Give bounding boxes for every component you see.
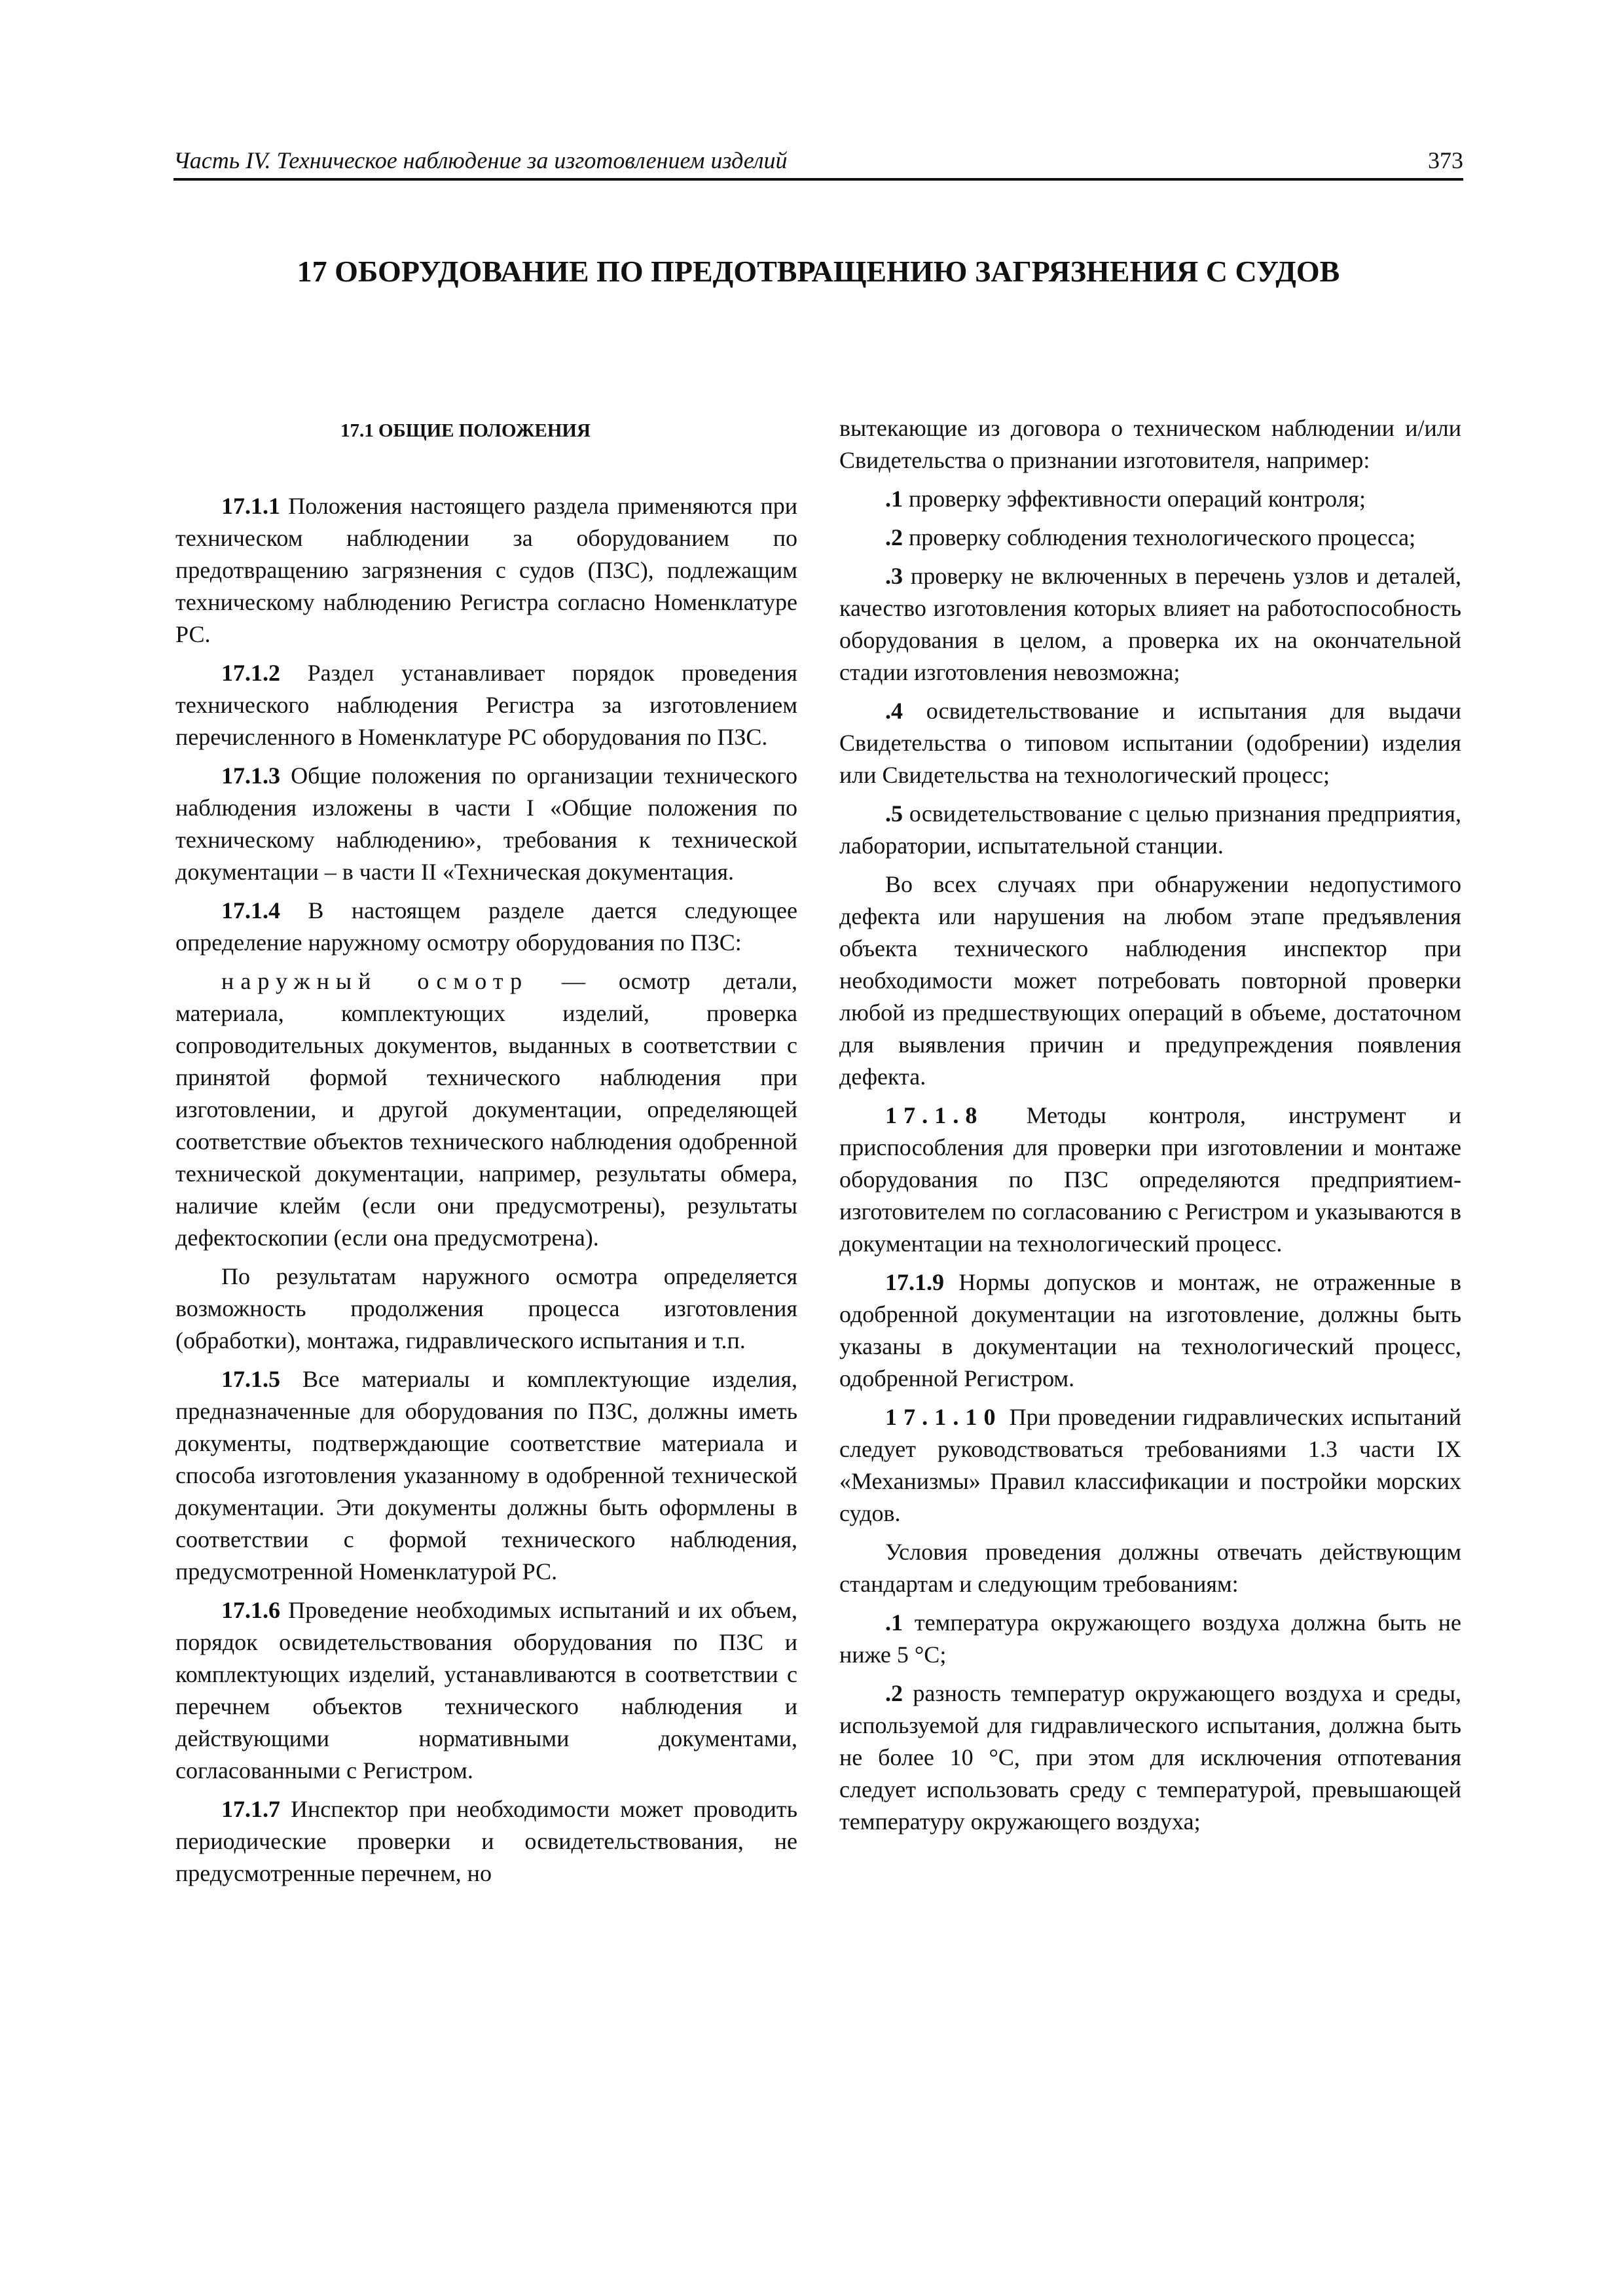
paragraph-17-1-4-cont: По результатам наружного осмотра определяется возможность продолжения процесса изготовления (обработки), монтажа, гидравлического испытания и т.п. <box>175 1263 797 1354</box>
clause-number: 17.1.4 <box>221 897 280 924</box>
item-text: проверку соблюдения технологического процесса; <box>903 524 1416 550</box>
item-text: проверку эффективности операций контроля; <box>903 486 1366 512</box>
item-text: разность температур окружающего воздуха и среды, используемой для гидравлического испытания, должна быть не более 10 °С, при этом для исключения отпотевания следует использовать среду с температурой, превышающей температуру окружающего воздуха; <box>839 1680 1461 1835</box>
list-item-5 <box>839 798 1461 862</box>
condition-item-1 <box>839 1607 1461 1671</box>
item-number: .2 <box>885 524 903 550</box>
paragraph-text: В настоящем разделе дается следующее определение наружному осмотру оборудования по ПЗС: <box>175 897 797 956</box>
list-item-4 <box>839 695 1461 791</box>
item-text: освидетельствование с целью признания предприятия, лаборатории, испытательной станции. <box>839 800 1461 859</box>
chapter-title: 17 ОБОРУДОВАНИЕ ПО ПРЕДОТВРАЩЕНИЮ ЗАГРЯЗНЕНИЯ С СУДОВ <box>297 255 1340 288</box>
clause-number: 17.1.10 <box>885 1404 1002 1430</box>
paragraph-text: Нормы допусков и монтаж, не отраженные в одобренной документации на изготовление, должны быть указаны в документации на технологический процесс, одобренной Регистром. <box>839 1269 1461 1391</box>
clause-number: 17.1.2 <box>221 660 280 686</box>
paragraph-text: Положения настоящего раздела применяются при техническом наблюдении за оборудованием по предотвращению загрязнения с судов (ПЗС), подлежащим техническому наблюдению Регистра согласно Номенклатуре РС. <box>175 493 797 647</box>
paragraph-17-1-1 <box>175 490 797 651</box>
item-text: температура окружающего воздуха должна быть не ниже 5 °С; <box>839 1609 1461 1668</box>
paragraph-17-1-9 <box>839 1266 1461 1395</box>
paragraph-text: Методы контроля, инструмент и приспособления для проверки при изготовлении и монтаже оборудования по ПЗС определяются предприятием-изготовителем по согласованию с Регистром и указываются в документации на технологический процесс. <box>839 1102 1461 1257</box>
list-item-3 <box>839 560 1461 689</box>
paragraph-text: При проведении гидравлических испытаний следует руководствоваться требованиями 1.3 части IX «Механизмы» Правил классификации и постройки морских судов. <box>839 1404 1461 1526</box>
running-title: Часть IV. Техническое наблюдение за изготовлением изделий <box>173 147 788 173</box>
clause-number: 17.1.7 <box>221 1796 280 1822</box>
definition <box>175 965 797 1254</box>
item-number: .4 <box>885 698 903 724</box>
clause-number: 17.1.5 <box>221 1366 280 1392</box>
paragraph-17-1-10 <box>839 1401 1461 1530</box>
item-number: .1 <box>885 486 903 512</box>
condition-item-2 <box>839 1677 1461 1838</box>
item-text: проверку не включенных в перечень узлов и деталей, качество изготовления которых влияет на работоспособность оборудования в целом, а проверка их на окончательной стадии изготовления невозможна; <box>839 563 1461 685</box>
list-item-2 <box>839 522 1461 554</box>
paragraph-17-1-7-cont: вытекающие из договора о техническом наблюдении и/или Свидетельства о признании изготовителя, например: <box>839 415 1461 473</box>
list-item-1 <box>839 483 1461 515</box>
paragraph-text: Раздел устанавливает порядок проведения технического наблюдения Регистра за изготовлением перечисленного в Номенклатуре РС оборудования по ПЗС. <box>175 660 797 750</box>
section-heading: 17.1 ОБЩИЕ ПОЛОЖЕНИЯ <box>340 420 591 441</box>
paragraph-defect: Во всех случаях при обнаружении недопустимого дефекта или нарушения на любом этапе предъявления объекта технического наблюдения инспектор при необходимости может потребовать повторной проверки любой из предшествующих операций в объеме, достаточном для выявления причин и предупреждения появления дефекта. <box>839 871 1461 1090</box>
paragraph-text: Общие положения по организации технического наблюдения изложены в части I «Общие положения по техническому наблюдению», требования к технической документации – в части II «Техническая документация. <box>175 762 797 885</box>
right-column <box>839 412 1461 1844</box>
paragraph-text: Инспектор при необходимости может проводить периодические проверки и освидетельствования, не предусмотренные перечнем, но <box>175 1796 797 1886</box>
item-number: .3 <box>885 563 903 589</box>
clause-number: 17.1.1 <box>221 493 280 519</box>
definition-text: — осмотр детали, материала, комплектующих изделий, проверка сопроводительных документов, выданных в соответствии с принятой формой технического наблюдения при изготовлении, и другой документации, определяющей соответствие объектов технического наблюдения одобренной технической документации, например, результаты обмера, наличие клейм (если они предусмотрены), результаты дефектоскопии (если она предусмотрена). <box>175 968 797 1251</box>
left-column <box>175 419 797 1896</box>
clause-number: 17.1.8 <box>885 1102 984 1128</box>
item-number: .2 <box>885 1680 903 1706</box>
page-number: 373 <box>1428 147 1463 173</box>
paragraph-17-1-7 <box>175 1793 797 1890</box>
header-rule <box>173 178 1463 181</box>
paragraph-17-1-8 <box>839 1100 1461 1260</box>
paragraph-17-1-5 <box>175 1363 797 1588</box>
item-number: .5 <box>885 800 903 827</box>
clause-number: 17.1.3 <box>221 762 280 789</box>
item-number: .1 <box>885 1609 903 1636</box>
clause-number: 17.1.6 <box>221 1597 280 1623</box>
paragraph-text: Все материалы и комплектующие изделия, предназначенные для оборудования по ПЗС, должны иметь документы, подтверждающие соответствие материала и способа изготовления указанному в одобренной технической документации. Эти документы должны быть оформлены в соответствии с формой технического наблюдения, предусмотренной Номенклатурой РС. <box>175 1366 797 1585</box>
paragraph-17-1-3 <box>175 760 797 888</box>
paragraph-17-1-6 <box>175 1594 797 1787</box>
clause-number: 17.1.9 <box>885 1269 944 1295</box>
definition-term: наружный осмотр <box>221 968 529 994</box>
item-text: освидетельствование и испытания для выдачи Свидетельства о типовом испытании (одобрении) изделия или Свидетельства на технологический процесс; <box>839 698 1461 788</box>
paragraph-17-1-2 <box>175 657 797 753</box>
running-head <box>173 145 1463 179</box>
paragraph-17-1-4 <box>175 895 797 959</box>
paragraph-text: Проведение необходимых испытаний и их объем, порядок освидетельствования оборудования по ПЗС и комплектующих изделий, устанавливаются в соответствии с перечнем объектов технического наблюдения и действующими нормативными документами, согласованными с Регистром. <box>175 1597 797 1784</box>
paragraph-conditions: Условия проведения должны отвечать действующим стандартам и следующим требованиям: <box>839 1539 1461 1597</box>
